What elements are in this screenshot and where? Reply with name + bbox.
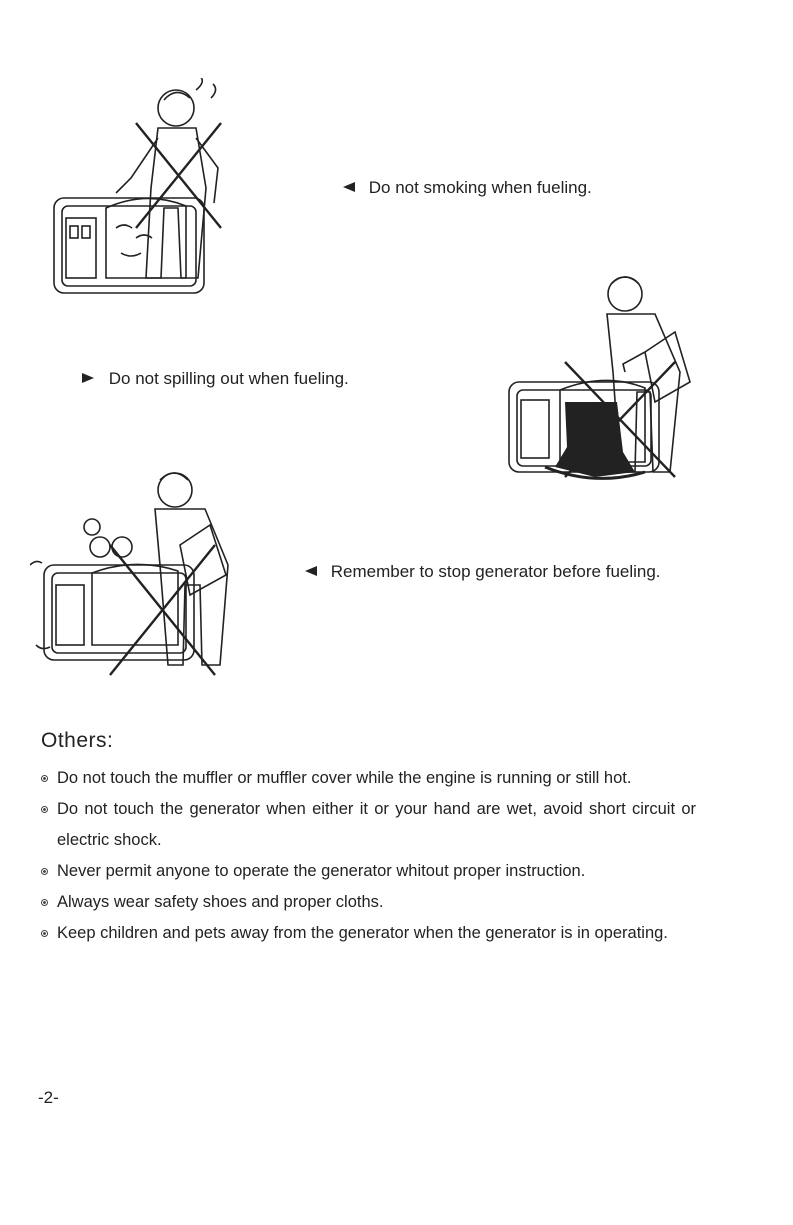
list-item-text: Do not touch the generator when either it or your hand are wet, avoid short circuit or electric shock. xyxy=(57,800,696,849)
bullet-icon xyxy=(41,806,48,813)
list-item-text: Do not touch the muffler or muffler cover while the engine is running or still hot. xyxy=(57,769,632,787)
list-item xyxy=(41,918,696,949)
bullet-icon xyxy=(41,868,48,875)
bullet-icon xyxy=(41,899,48,906)
bullet-icon xyxy=(41,930,48,937)
no-spilling-illustration xyxy=(505,272,700,492)
list-item xyxy=(41,856,696,887)
stop-generator-illustration xyxy=(30,465,240,683)
bullet-icon xyxy=(41,775,48,782)
list-item xyxy=(41,794,696,856)
man-smoking-prohibited-icon xyxy=(46,78,236,303)
no-smoking-caption xyxy=(343,178,592,198)
stop-generator-caption-text: Remember to stop generator before fueling. xyxy=(330,562,661,581)
list-item-text: Always wear safety shoes and proper cloths. xyxy=(57,893,384,911)
stop-generator-caption xyxy=(305,562,661,582)
list-item xyxy=(41,887,696,918)
no-smoking-caption-text: Do not smoking when fueling. xyxy=(368,178,592,197)
no-smoking-illustration xyxy=(46,78,236,303)
others-list xyxy=(41,763,696,949)
hot-engine-refuel-prohibited-icon xyxy=(30,465,240,683)
list-item-text: Keep children and pets away from the generator when the generator is in operating. xyxy=(57,924,668,942)
fuel-spill-prohibited-icon xyxy=(505,272,700,492)
list-item xyxy=(41,763,696,794)
list-item-text: Never permit anyone to operate the generator whitout proper instruction. xyxy=(57,862,586,880)
others-heading: Others: xyxy=(41,729,114,752)
no-spilling-caption xyxy=(82,369,349,389)
no-spilling-caption-text: Do not spilling out when fueling. xyxy=(108,369,349,388)
page-number: -2- xyxy=(38,1088,59,1107)
